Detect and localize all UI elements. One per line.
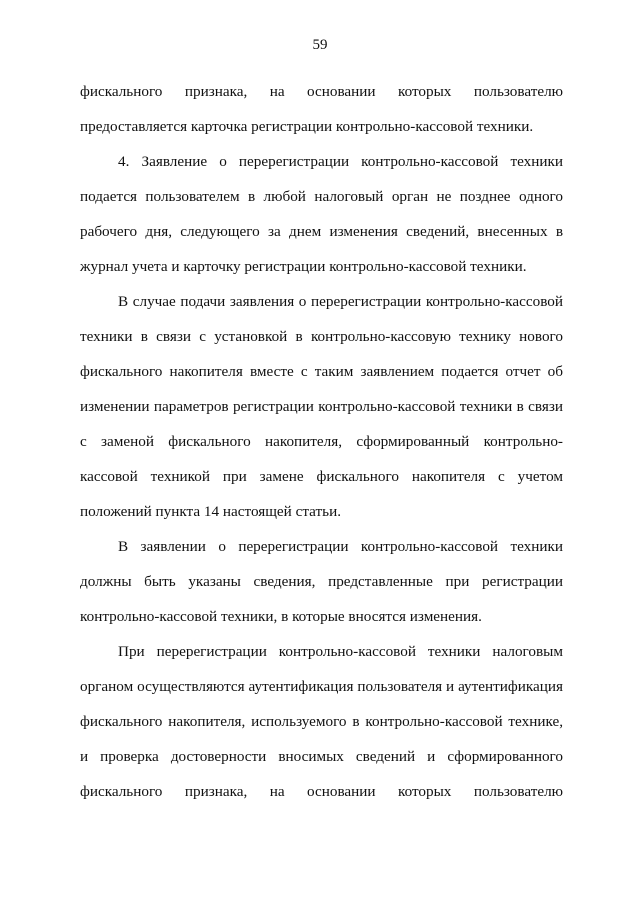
- text-line: подается пользователем в любой налоговый орган не позднее одного: [80, 188, 563, 205]
- text-line: фискального накопителя вместе с таким заявлением подается отчет об: [80, 363, 563, 380]
- text-line: 4. Заявление о перерегистрации контрольно-кассовой техники: [118, 153, 563, 170]
- text-line: и проверка достоверности вносимых сведений и сформированного: [80, 748, 563, 765]
- text-line: предоставляется карточка регистрации контрольно-кассовой техники.: [80, 118, 534, 135]
- page-number: 59: [312, 37, 328, 53]
- text-line: фискального признака, на основании которых пользователю: [80, 83, 563, 100]
- text-line: фискального накопителя, используемого в контрольно-кассовой технике,: [80, 713, 563, 730]
- text-line: рабочего дня, следующего за днем изменения сведений, внесенных в: [80, 223, 563, 240]
- text-line: с заменой фискального накопителя, сформированный контрольно-: [80, 433, 563, 450]
- text-line: фискального признака, на основании которых пользователю: [80, 783, 563, 800]
- text-line: должны быть указаны сведения, представленные при регистрации: [80, 573, 563, 590]
- text-line: органом осуществляются аутентификация пользователя и аутентификация: [80, 678, 563, 695]
- text-line: В заявлении о перерегистрации контрольно-кассовой техники: [118, 538, 563, 555]
- text-line: журнал учета и карточку регистрации контрольно-кассовой техники.: [80, 258, 527, 275]
- text-line: техники в связи с установкой в контрольно-кассовую технику нового: [80, 328, 563, 345]
- text-line: контрольно-кассовой техники, в которые вносятся изменения.: [80, 608, 482, 625]
- text-line: В случае подачи заявления о перерегистрации контрольно-кассовой: [118, 293, 563, 310]
- text-line: При перерегистрации контрольно-кассовой техники налоговым: [118, 643, 563, 660]
- text-line: изменении параметров регистрации контрольно-кассовой техники в связи: [80, 398, 563, 415]
- text-line: кассовой техникой при замене фискального накопителя с учетом: [80, 468, 563, 485]
- text-line: положений пункта 14 настоящей статьи.: [80, 503, 341, 520]
